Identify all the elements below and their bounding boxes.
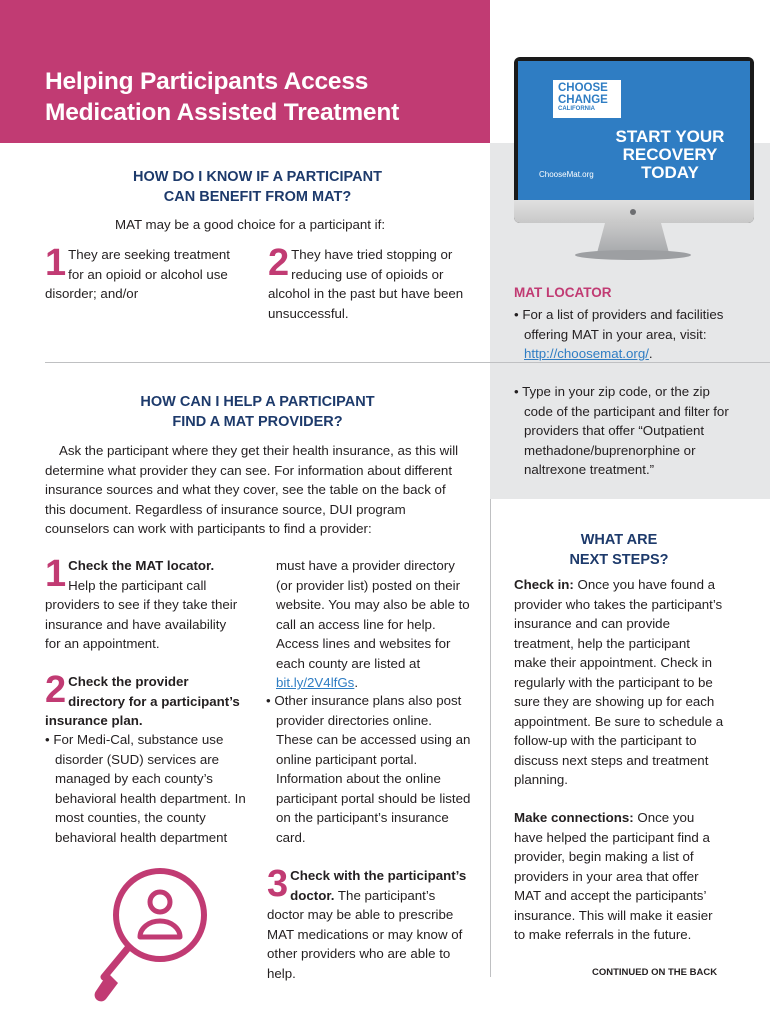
number-2: 2 xyxy=(45,669,67,711)
locator-list-2 xyxy=(514,382,729,480)
ad-tagline: START YOUR RECOVERY TODAY xyxy=(615,127,725,182)
locator-list xyxy=(514,305,729,364)
next-steps-heading: WHAT ARE NEXT STEPS? xyxy=(569,532,669,568)
step-1: 1 Check the MAT locator. Help the participant call providers to see if they take their insurance and have availability for an appointment. xyxy=(45,553,238,651)
ad-url: ChooseMat.org xyxy=(539,170,594,179)
next-steps-connections: Make connections: Once you have helped the participant find a provider, begin making a list of providers in your area that offer MAT and accept the participants’ insurance. This will make it easier to make referrals in the future. xyxy=(514,810,713,942)
step-2-bullet-2: • Other insurance plans also post provider directories online. These can be accessed using an online participant portal. Information about the online participant portal should be listed on the participant’s insurance card. xyxy=(266,693,471,845)
criteria-item-2: 2 They have tried stopping or reducing use of opioids or alcohol in the past but have been unsuccessful. xyxy=(268,242,464,321)
magnifier-person-icon xyxy=(88,855,223,1005)
step-2-list xyxy=(45,730,250,847)
section2-intro: Ask the participant where they get their health insurance, as this will determine what provider they can see. For information about different insurance sources and what they cover, see the table on the back of this document. Regardless of insurance source, DUI program counselors can work with participants to find a provider: xyxy=(45,443,459,536)
step-2-continued: must have a provider directory (or provider list) posted on their website. You may also be able to call an access line for help. Access lines and websites for each county are listed at bit.ly/2V4lfGs. xyxy=(276,558,470,690)
step-2 xyxy=(45,669,245,731)
step-3-title: Check with the participant’s doctor. xyxy=(290,868,467,903)
continued-note: CONTINUED ON THE BACK xyxy=(592,967,718,978)
locator-bullet-1: • For a list of providers and facilities offering MAT in your area, visit: http://choosemat.org/. xyxy=(514,307,724,361)
number-3: 3 xyxy=(267,863,289,905)
next-steps-checkin: Check in: Once you have found a provider who takes the participant’s insurance and can provide treatment, help the participant make their appointment. Check in regularly with the participant to be sure they are showing up for each appointment. Be sure to schedule a follow-up with the participant to discuss next steps and treatment planning. xyxy=(514,577,724,787)
section-divider xyxy=(45,362,490,363)
choose-change-logo: CHOOSE CHANGE CALIFORNIA xyxy=(553,80,621,118)
page-title-line2: Medication Assisted Treatment xyxy=(45,99,400,126)
page-title xyxy=(45,66,475,128)
choosemat-link[interactable]: http://choosemat.org/ xyxy=(524,346,649,361)
section1-intro: MAT may be a good choice for a participant if: xyxy=(115,217,386,232)
page-title-line1: Helping Participants Access xyxy=(45,68,369,95)
number-1: 1 xyxy=(45,242,67,284)
step-2-bullet: • For Medi-Cal, substance use disorder (SUD) services are managed by each county’s behavioral health department. In most counties, the county behavioral health department xyxy=(45,732,246,845)
step-1-title: Check the MAT locator. xyxy=(68,558,215,573)
number-1: 1 xyxy=(45,553,67,595)
monitor-base xyxy=(575,250,691,260)
column-divider xyxy=(490,499,491,977)
monitor-stand xyxy=(593,223,673,253)
locator-bullet-2: • Type in your zip code, or the zip code of the participant and filter for providers that offer “Outpatient methadone/buprenorphine or naltrexone treatment.” xyxy=(514,384,729,477)
step-3: 3 Check with the participant’s doctor. The participant’s doctor may be able to prescribe MAT medications or may know of other providers who are able to help. xyxy=(267,863,467,981)
section2-heading: HOW CAN I HELP A PARTICIPANT FIND A MAT PROVIDER? xyxy=(140,394,375,430)
section1-heading: HOW DO I KNOW IF A PARTICIPANT CAN BENEFIT FROM MAT? xyxy=(133,169,382,205)
criteria-item-1: 1 They are seeking treatment for an opioid or alcohol use disorder; and/or xyxy=(45,242,231,301)
number-2: 2 xyxy=(268,242,290,284)
step-2-title: Check the provider directory for a participant’s insurance plan. xyxy=(45,674,240,728)
power-button-icon xyxy=(630,209,636,215)
county-directory-link[interactable]: bit.ly/2V4lfGs xyxy=(276,675,355,690)
locator-heading: MAT LOCATOR xyxy=(514,285,612,300)
step-2-list-2 xyxy=(266,691,472,847)
